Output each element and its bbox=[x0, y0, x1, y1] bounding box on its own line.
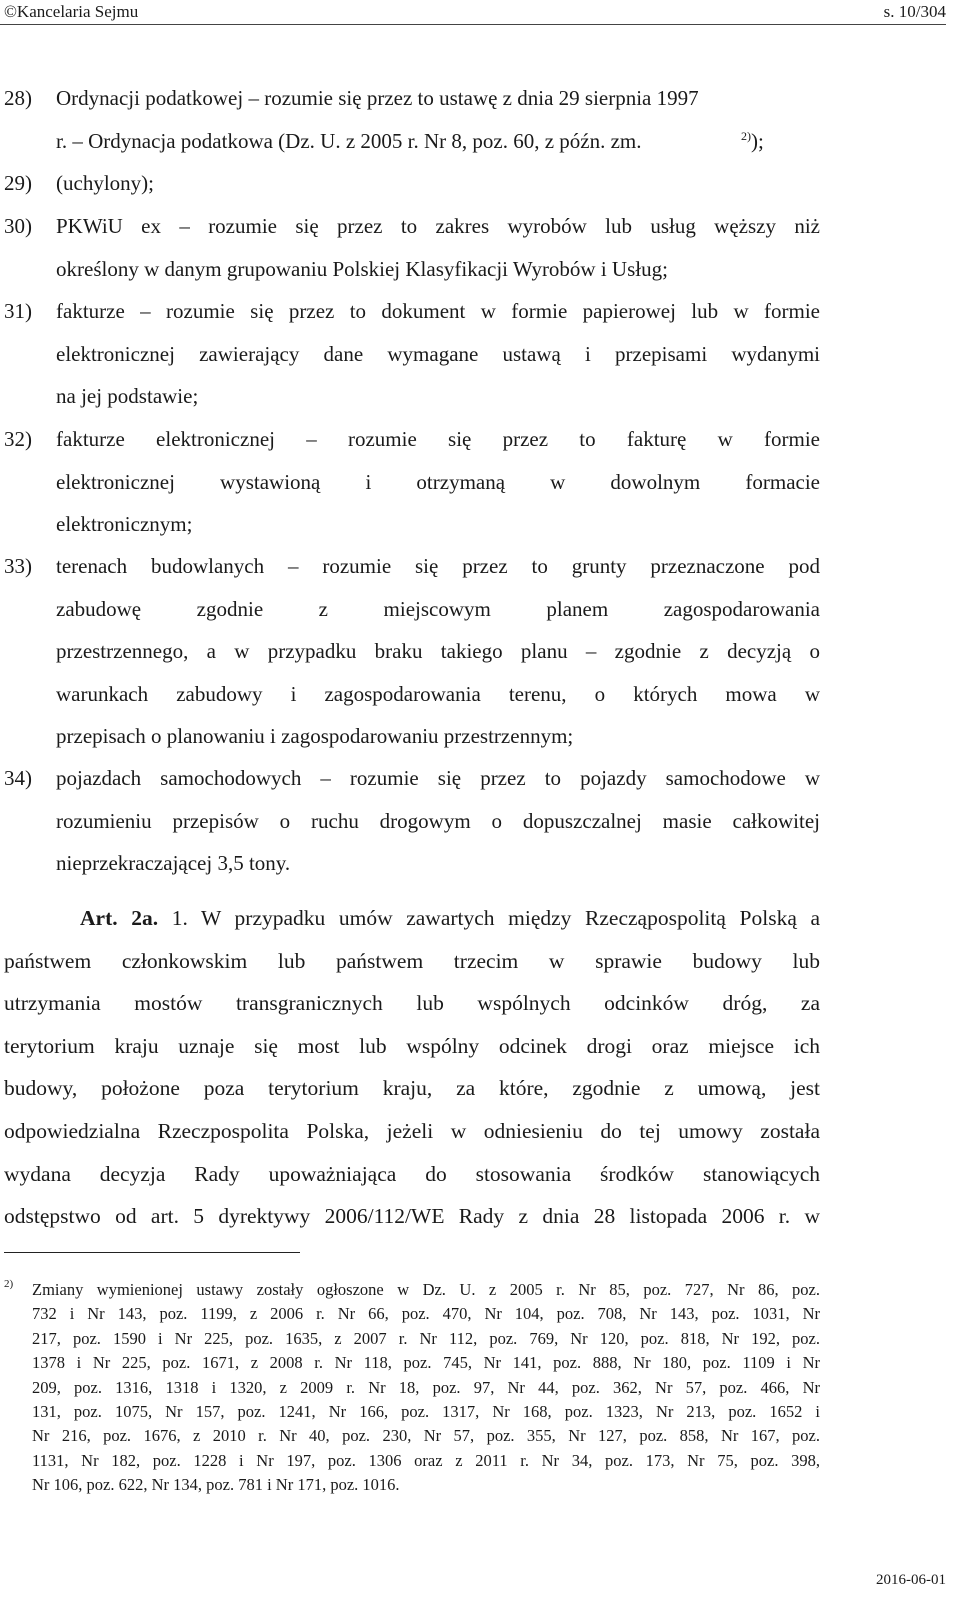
header-source: ©Kancelaria Sejmu bbox=[4, 2, 139, 21]
definition-number: 33) bbox=[4, 554, 32, 578]
article-line: odpowiedzialna Rzeczpospolita Polska, jeżeli w odniesieniu do tej umowy została bbox=[4, 1118, 820, 1143]
footnote-line: Zmiany wymienionej ustawy zostały ogłoszone w Dz. U. z 2005 r. Nr 85, poz. 727, Nr 86, poz. bbox=[32, 1280, 820, 1299]
definition-line: przepisach o planowaniu i zagospodarowaniu przestrzennym; bbox=[56, 724, 574, 748]
definition-28 bbox=[4, 77, 820, 162]
article-line: odstępstwo od art. 5 dyrektywy 2006/112/WE Rady z dnia 28 listopada 2006 r. w bbox=[4, 1204, 820, 1229]
definition-line: elektronicznej wystawioną i otrzymaną w dowolnym formacie bbox=[56, 469, 820, 494]
article-line: państwem członkowskim lub państwem trzecim w sprawie budowy lub bbox=[4, 948, 820, 973]
definition-line: pojazdach samochodowych – rozumie się przez to pojazdy samochodowe w bbox=[56, 766, 820, 790]
definition-line: elektronicznym; bbox=[56, 512, 193, 536]
definition-line: fakturze elektronicznej – rozumie się przez to fakturę w formie bbox=[56, 427, 820, 451]
article-paragraph-number: 1. bbox=[171, 906, 188, 930]
definition-28-tail-text bbox=[741, 120, 764, 163]
definition-line: PKWiU ex – rozumie się przez to zakres wyrobów lub usług węższy niż bbox=[56, 214, 820, 238]
definition-30 bbox=[4, 205, 820, 290]
article-line: budowy, położone poza terytorium kraju, za które, zgodnie z umową, jest bbox=[4, 1076, 820, 1101]
definition-29 bbox=[4, 162, 820, 205]
definition-line: na jej podstawie; bbox=[56, 384, 199, 408]
article-line: utrzymania mostów transgranicznych lub wspólnych odcinków dróg, za bbox=[4, 991, 820, 1016]
definition-33 bbox=[4, 545, 820, 758]
definition-line: określony w danym grupowaniu Polskiej Klasyfikacji Wyrobów i Usług; bbox=[56, 256, 668, 281]
definition-line-with-footnote bbox=[4, 120, 820, 163]
definition-number: 32) bbox=[4, 427, 32, 451]
definition-number: 30) bbox=[4, 214, 32, 238]
definition-line: zabudowę zgodnie z miejscowym planem zagospodarowania bbox=[56, 596, 820, 621]
article-line: terytorium kraju uznaje się most lub wspólny odcinek drogi oraz miejsce ich bbox=[4, 1033, 820, 1058]
definition-number: 34) bbox=[4, 766, 32, 790]
footnote-line: 131, poz. 1075, Nr 157, poz. 1241, Nr 166, poz. 1317, Nr 168, poz. 1323, Nr 213, poz. 1652 i bbox=[32, 1402, 820, 1422]
definition-number: 28) bbox=[4, 86, 32, 110]
footnote bbox=[4, 1278, 820, 1498]
footnote-ref[interactable]: 2) bbox=[741, 128, 751, 143]
footnote-line: Nr 216, poz. 1676, z 2010 r. Nr 40, poz. 230, Nr 57, poz. 355, Nr 127, poz. 858, Nr 167, poz. bbox=[32, 1426, 820, 1446]
definition-line: Ordynacji podatkowej – rozumie się przez to ustawę z dnia 29 sierpnia 1997 bbox=[56, 86, 699, 110]
definition-line: elektronicznej zawierający dane wymagane ustawą i przepisami wydanymi bbox=[56, 341, 820, 366]
article-2a bbox=[4, 897, 820, 1238]
definition-32 bbox=[4, 418, 820, 546]
definition-line-text: r. – Ordynacja podatkowa (Dz. U. z 2005 r. Nr 8, poz. 60, z późn. zm. bbox=[56, 128, 642, 153]
footer-date: 2016-06-01 bbox=[876, 1572, 946, 1588]
definition-number: 31) bbox=[4, 299, 32, 323]
definition-line: rozumieniu przepisów o ruchu drogowym o dopuszczalnej masie całkowitej bbox=[56, 808, 820, 833]
header-page-number: s. 10/304 bbox=[883, 2, 946, 21]
footnote-mark: 2) bbox=[4, 1278, 14, 1290]
definition-line: terenach budowlanych – rozumie się przez to grunty przeznaczone pod bbox=[56, 554, 820, 578]
footnote-line: 209, poz. 1316, 1318 i 1320, z 2009 r. Nr 18, poz. 97, Nr 44, poz. 362, Nr 57, poz. 466, Nr bbox=[32, 1377, 820, 1397]
article-label: Art. 2a. bbox=[80, 906, 159, 930]
footnote-line: Nr 106, poz. 622, Nr 134, poz. 781 i Nr 171, poz. 1016. bbox=[32, 1475, 400, 1495]
footnote-line: 217, poz. 1590 i Nr 225, poz. 1635, z 2007 r. Nr 112, poz. 769, Nr 120, poz. 818, Nr 192, poz. bbox=[32, 1328, 820, 1348]
definition-number: 29) bbox=[4, 171, 32, 195]
definition-line: nieprzekraczającej 3,5 tony. bbox=[56, 851, 291, 875]
definition-31 bbox=[4, 290, 820, 418]
article-first-line bbox=[4, 897, 820, 940]
definition-line: przestrzennego, a w przypadku braku takiego planu – zgodnie z decyzją o bbox=[56, 639, 820, 663]
definition-line: (uchylony); bbox=[56, 171, 154, 195]
footnote-divider bbox=[4, 1252, 300, 1253]
definition-line: warunkach zabudowy i zagospodarowania terenu, o których mowa w bbox=[56, 681, 820, 706]
definition-28-closing: ); bbox=[751, 128, 764, 153]
article-line: wydana decyzja Rady upoważniająca do stosowania środków stanowiących bbox=[4, 1161, 820, 1186]
definition-line: fakturze – rozumie się przez to dokument w formie papierowej lub w formie bbox=[56, 299, 820, 323]
footnote-line: 1378 i Nr 225, poz. 1671, z 2008 r. Nr 118, poz. 745, Nr 141, poz. 888, Nr 180, poz. 1109 i Nr bbox=[32, 1353, 820, 1373]
header-divider bbox=[0, 24, 946, 25]
footnote-line: 732 i Nr 143, poz. 1199, z 2006 r. Nr 66, poz. 470, Nr 104, poz. 708, Nr 143, poz. 1031, Nr bbox=[32, 1304, 820, 1324]
footnote-line: 1131, Nr 182, poz. 1228 i Nr 197, poz. 1306 oraz z 2011 r. Nr 34, poz. 173, Nr 75, poz. 398, bbox=[32, 1450, 820, 1470]
article-first-line-text: W przypadku umów zawartych między Rzecząpospolitą Polską a bbox=[201, 906, 820, 930]
definition-34 bbox=[4, 757, 820, 885]
